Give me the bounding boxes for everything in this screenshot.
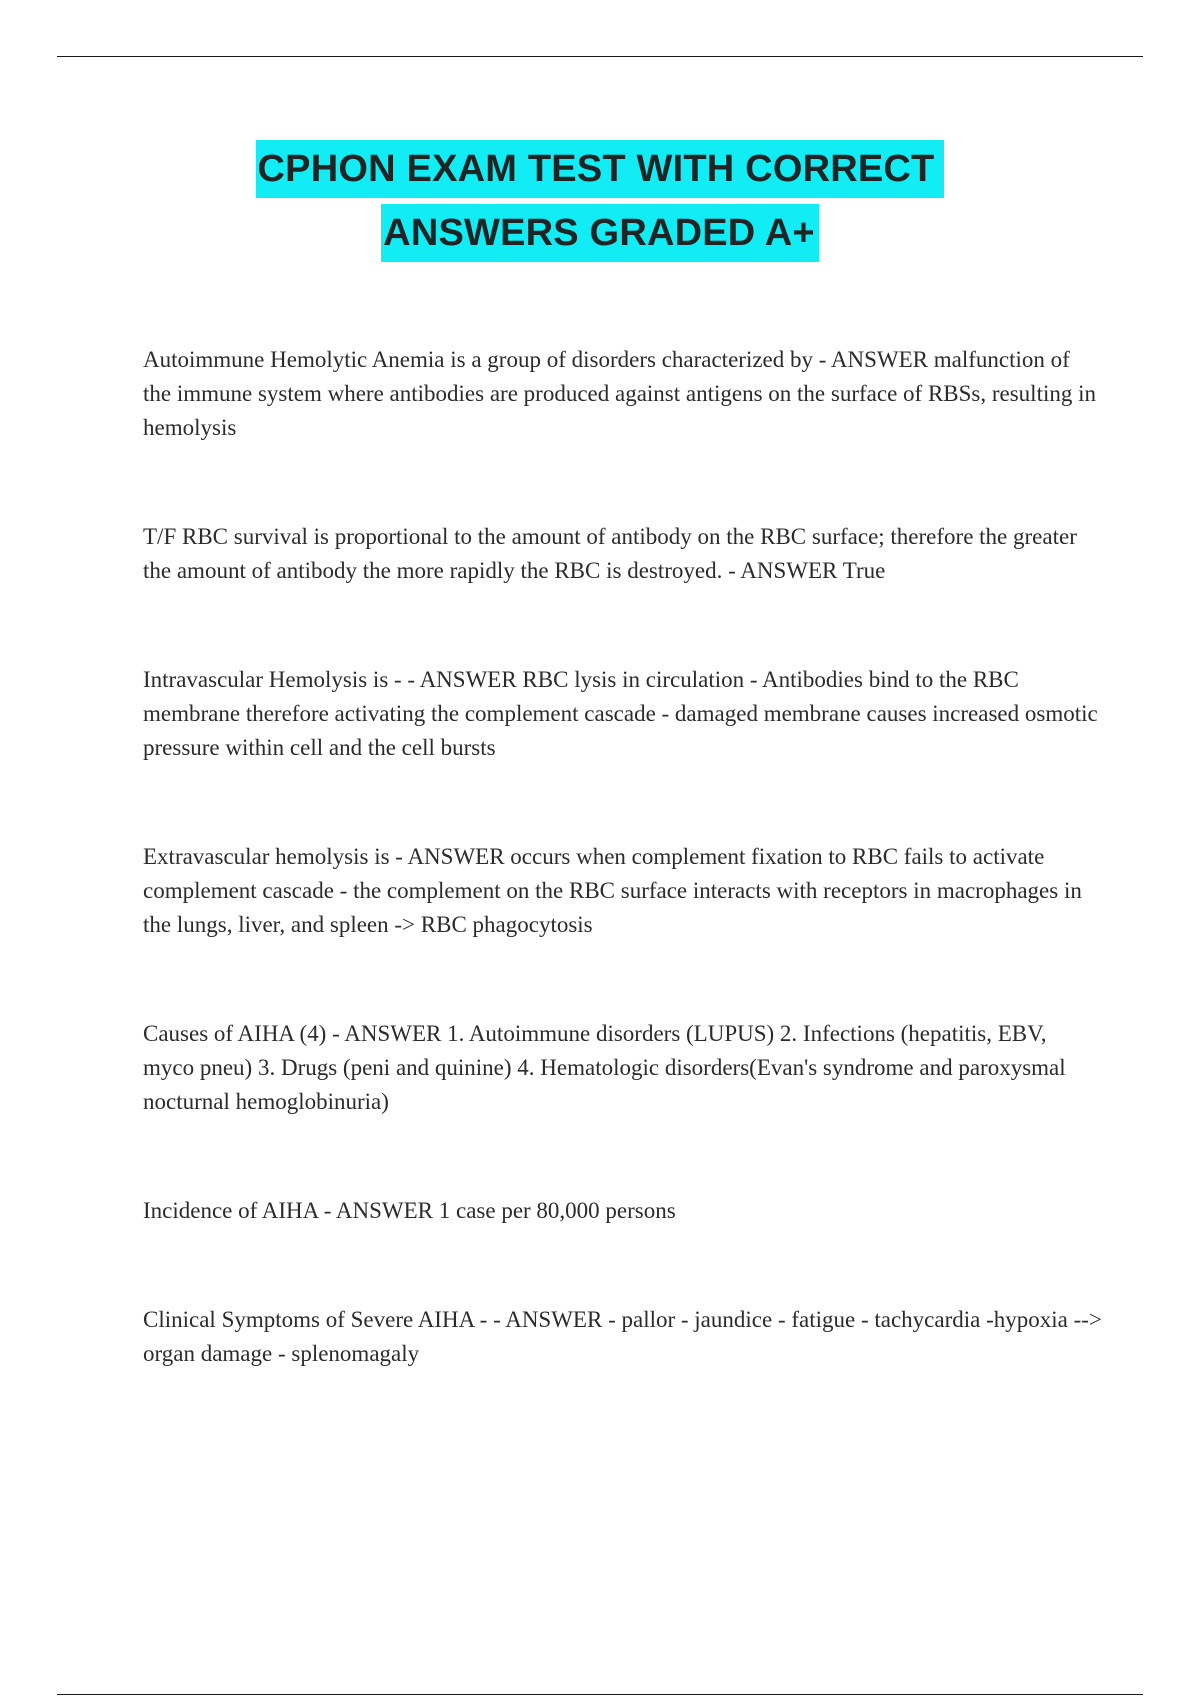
qa-item: Intravascular Hemolysis is - - ANSWER RBC lysis in circulation - Antibodies bind to the RBC membrane therefore activating the complement cascade - damaged membrane causes increased osmotic pressure within cell and the cell bursts	[143, 667, 1098, 760]
qa-item: Causes of AIHA (4) - ANSWER 1. Autoimmune disorders (LUPUS) 2. Infections (hepatitis, EBV, myco pneu) 3. Drugs (peni and quinine) 4. Hematologic disorders(Evan's syndrome and paroxysmal nocturnal hemoglobinuria)	[143, 1021, 1066, 1114]
qa-item: Extravascular hemolysis is - ANSWER occurs when complement fixation to RBC fails to activate complement cascade - the complement on the RBC surface interacts with receptors in macrophages in the lungs, liver, and spleen -> RBC phagocytosis	[143, 844, 1082, 937]
qa-item: Incidence of AIHA - ANSWER 1 case per 80,000 persons	[143, 1198, 676, 1223]
title-line-2: ANSWERS GRADED A+	[381, 204, 819, 262]
qa-item: Clinical Symptoms of Severe AIHA - - ANSWER - pallor - jaundice - fatigue - tachycardia -hypoxia --> organ damage - splenomagaly	[143, 1307, 1102, 1366]
footer-rule	[57, 1694, 1143, 1695]
document-title	[0, 140, 1200, 262]
qa-list	[143, 343, 1103, 1371]
qa-item: Autoimmune Hemolytic Anemia is a group of disorders characterized by - ANSWER malfunction of the immune system where antibodies are produced against antigens on the surface of RBSs, resulting in hemolysis	[143, 347, 1096, 440]
title-line-1: CPHON EXAM TEST WITH CORRECT	[256, 140, 945, 198]
header-rule	[57, 56, 1143, 57]
qa-item: T/F RBC survival is proportional to the amount of antibody on the RBC surface; therefore the greater the amount of antibody the more rapidly the RBC is destroyed. - ANSWER True	[143, 524, 1077, 583]
